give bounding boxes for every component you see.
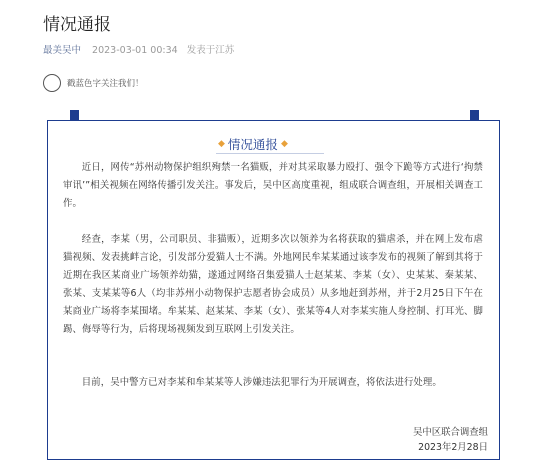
article-meta (43, 42, 234, 56)
notice-heading-text: 情况通报 (227, 137, 278, 152)
publish-location: 发表于江苏 (186, 45, 235, 56)
notice-paragraph-2: 经查，李某（男，公司职员、非猫贩），近期多次以领养为名将获取的猫虐杀，并在网上发布虐猫视频、发表挑衅言论，引发部分爱猫人士不满。外地网民牟某某通过该李发布的视频了解到其将于近期在我区某商业广场领养幼猫，遂通过网络召集爱猫人士赵某某、李某（女）、史某某、秦某某、张某、支某某等6人（均非苏州小动物保护志愿者协会成员）从多地赶到苏州，并于2月25日下午在某商业广场将李某围堵。牟某某、赵某某、李某（女）、张某等4人对李某实施人身控制、打耳光、脚踢、侮辱等行为，后将现场视频发到互联网上引发关注。 (63, 234, 483, 335)
signature: 吴中区联合调查组 (412, 427, 488, 438)
follow-text: 戳蓝色字关注我们！ (67, 79, 144, 89)
article-title: 情况通报 (43, 15, 111, 35)
publish-date: 2023-03-01 00:34 (92, 45, 178, 56)
notice-heading (218, 135, 288, 153)
notice-paragraph-3: 目前，吴中警方已对李某和牟某某等人涉嫌违法犯罪行为开展调查，将依法进行处理。 (81, 377, 442, 388)
notice-paragraph-1: 近日，网传“苏州动物保护组织殉禁一名猫贩，并对其采取暴力殴打、强令下跪等方式进行‘拘禁审讯’”相关视频在网络传播引发关注。事发后，吴中区高度重视，组成联合调查组，开展相关调查工作。 (63, 162, 483, 209)
follow-circle-icon (43, 74, 61, 92)
sign-date: 2023年2月28日 (418, 442, 488, 453)
heading-underline (216, 153, 324, 154)
author-link[interactable]: 最美吴中 (43, 45, 82, 56)
diamond-icon: ◆ (218, 139, 225, 149)
follow-banner[interactable] (43, 74, 144, 92)
diamond-icon: ◆ (280, 139, 288, 149)
